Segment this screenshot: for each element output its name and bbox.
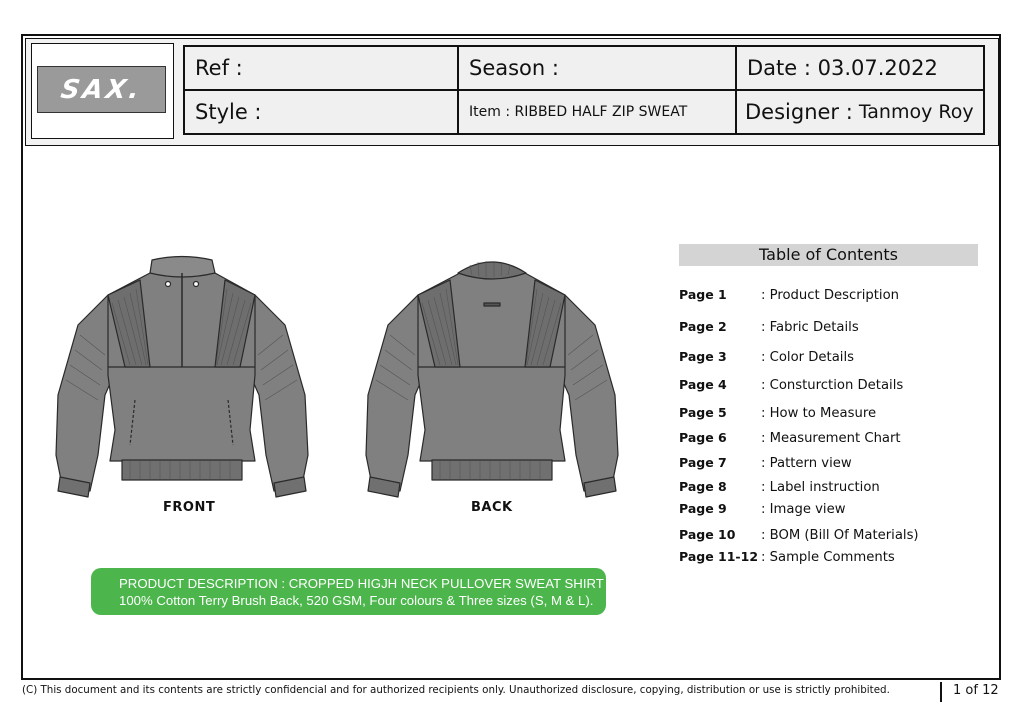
toc-page: Page 5 <box>679 405 727 420</box>
product-description-box <box>91 568 606 615</box>
toc-page: Page 9 <box>679 501 727 516</box>
toc-text: : Color Details <box>761 350 854 365</box>
style-field: Style : <box>195 100 262 124</box>
toc-text: : BOM (Bill Of Materials) <box>761 528 919 543</box>
toc-text: : Image view <box>761 502 846 517</box>
designer-name: Tanmoy Roy <box>858 101 974 123</box>
toc-text: : Consturction Details <box>761 378 904 393</box>
toc-entry <box>679 317 859 337</box>
toc-page: Page 7 <box>679 455 727 470</box>
designer-field <box>737 91 985 133</box>
toc-page: Page 4 <box>679 377 727 392</box>
toc-page: Page 11-12 <box>679 549 759 564</box>
confidentiality-notice: (C) This document and its contents are strictly confidencial and for authorized recipients only. Unauthorized disclosure, copying, distribution or use is strictly prohibited. <box>22 684 890 696</box>
logo-text: SAX. <box>59 74 144 105</box>
toc-title: Table of Contents <box>679 244 978 266</box>
ref-field: Ref : <box>195 56 243 80</box>
toc-page: Page 8 <box>679 479 727 494</box>
toc-text: : Fabric Details <box>761 320 859 335</box>
toc-text: : Label instruction <box>761 480 880 495</box>
back-view-label: BACK <box>471 500 513 515</box>
brand-logo <box>37 66 166 113</box>
toc-entry <box>679 453 852 473</box>
toc-text: : Sample Comments <box>761 550 895 565</box>
toc-entry <box>679 428 901 448</box>
toc-page: Page 1 <box>679 287 727 302</box>
toc-entry <box>679 285 899 305</box>
front-view-label: FRONT <box>163 500 216 515</box>
page-indicator: 1 of 12 <box>953 683 999 698</box>
toc-entry <box>679 375 903 395</box>
header-info-grid <box>183 45 985 135</box>
toc-entry <box>679 499 846 519</box>
toc-entry <box>679 347 854 367</box>
toc-entry <box>679 525 919 545</box>
toc-entry <box>679 477 880 497</box>
date-field: Date : 03.07.2022 <box>747 56 938 80</box>
description-line-1: PRODUCT DESCRIPTION : CROPPED HIGJH NECK PULLOVER SWEAT SHIRT <box>119 576 604 591</box>
toc-text: : Measurement Chart <box>761 431 901 446</box>
toc-page: Page 3 <box>679 349 727 364</box>
toc-entry <box>679 403 876 423</box>
toc-page: Page 10 <box>679 527 736 542</box>
back-garment-sketch <box>360 255 625 500</box>
description-line-2: 100% Cotton Terry Brush Back, 520 GSM, Four colours & Three sizes (S, M & L). <box>119 593 594 608</box>
toc-text: : Pattern view <box>761 456 852 471</box>
toc-page: Page 6 <box>679 430 727 445</box>
toc-text: : Product Description <box>761 288 900 303</box>
toc-text: : How to Measure <box>761 406 877 421</box>
footer-divider <box>940 682 942 702</box>
toc-entry <box>679 547 895 567</box>
designer-label: Designer : <box>745 100 853 124</box>
season-field: Season : <box>469 56 559 80</box>
toc-page: Page 2 <box>679 319 727 334</box>
item-field: Item : RIBBED HALF ZIP SWEAT <box>469 104 688 120</box>
front-garment-sketch <box>50 255 315 500</box>
